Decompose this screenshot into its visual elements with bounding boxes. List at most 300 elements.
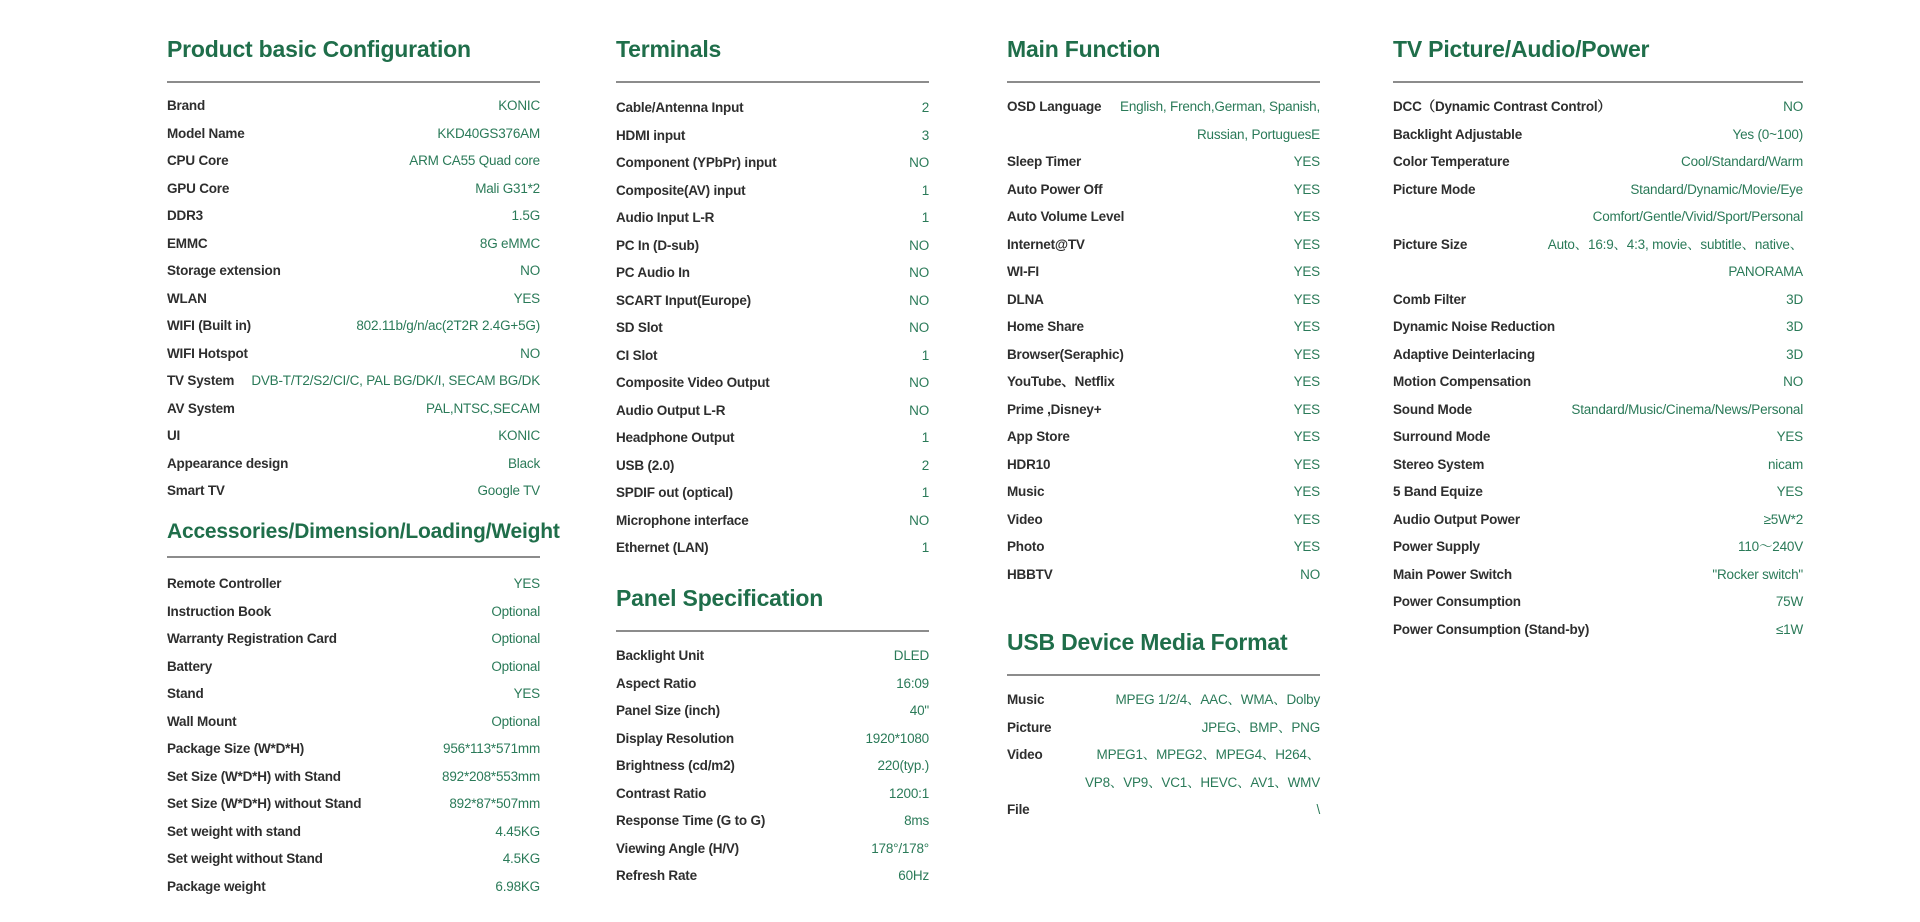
spec-value-line: Comfort/Gentle/Vivid/Sport/Personal [1592, 209, 1803, 224]
section-product-basic-configuration [167, 36, 540, 505]
spec-row [616, 424, 929, 452]
spec-label: HDMI input [616, 127, 686, 143]
spec-value: YES [1293, 319, 1320, 334]
spec-label: Brightness (cd/m2) [616, 758, 735, 773]
spec-label: Display Resolution [616, 730, 734, 746]
spec-value: 1 [921, 540, 929, 555]
spec-value: YES [1293, 456, 1320, 472]
spec-row [167, 92, 540, 120]
spec-value: NO [909, 512, 929, 528]
spec-row [167, 422, 540, 450]
spec-row [616, 232, 929, 260]
spec-row [616, 479, 929, 507]
spec-row [167, 450, 540, 478]
spec-row [616, 149, 929, 177]
spec-value: nicam [1767, 456, 1803, 472]
spec-value: YES [1293, 154, 1320, 169]
spec-row [167, 367, 540, 395]
spec-value-line: Standard/Dynamic/Movie/Eye [1630, 181, 1803, 197]
spec-value: YES [1776, 429, 1803, 444]
spec-label: SCART Input(Europe) [616, 292, 751, 308]
spec-value: 1 [921, 182, 929, 198]
spec-value: YES [1293, 539, 1320, 554]
spec-row [1393, 286, 1803, 314]
spec-value-line: PANORAMA [1728, 264, 1803, 279]
spec-row [1393, 148, 1803, 176]
spec-row [1007, 506, 1320, 534]
section-title: Panel Specification [616, 585, 824, 611]
section-divider [1007, 81, 1320, 83]
spec-value: Optional [491, 603, 540, 619]
spec-value [1548, 231, 1803, 286]
spec-value-line: Russian, PortuguesE [1196, 126, 1320, 142]
spec-label: Backlight Unit [616, 648, 704, 663]
spec-value: 75W [1775, 594, 1803, 609]
spec-value: 178°/178° [871, 840, 929, 856]
spec-list [167, 92, 540, 505]
spec-value: 1 [921, 347, 929, 363]
spec-list [1007, 686, 1320, 824]
spec-label: Power Supply [1393, 539, 1480, 554]
spec-row [1393, 93, 1803, 121]
spec-value-line: VP8、VP9、VC1、HEVC、AV1、WMV [1084, 774, 1320, 790]
spec-row [1393, 561, 1803, 589]
spec-label: Picture Mode [1393, 181, 1476, 197]
section-divider [167, 81, 540, 83]
spec-label: HBBTV [1007, 566, 1053, 582]
spec-row [1007, 203, 1320, 231]
spec-label: 5 Band Equize [1393, 484, 1483, 499]
spec-label: Cable/Antenna Input [616, 100, 744, 115]
spec-label: Headphone Output [616, 430, 735, 445]
spec-value-line: MPEG1、MPEG2、MPEG4、H264、 [1096, 747, 1320, 762]
spec-label: Color Temperature [1393, 154, 1510, 169]
spec-row [1007, 561, 1320, 589]
spec-row [616, 780, 929, 808]
spec-label: CI Slot [616, 347, 658, 363]
spec-row [1007, 714, 1320, 742]
spec-row [616, 507, 929, 535]
spec-row [1007, 341, 1320, 369]
spec-value: Google TV [477, 483, 540, 498]
spec-value: YES [1776, 484, 1803, 499]
section-divider [616, 81, 929, 83]
spec-row [616, 642, 929, 670]
spec-label: WIFI Hotspot [167, 345, 248, 361]
spec-label: UI [167, 428, 181, 443]
spec-row [616, 752, 929, 780]
spec-label: Adaptive Deinterlacing [1393, 346, 1535, 362]
spec-value: 1 [921, 430, 929, 445]
spec-value: 3 [921, 127, 929, 143]
spec-value: NO [909, 265, 929, 280]
spec-label: Warranty Registration Card [167, 631, 337, 646]
spec-row [1007, 423, 1320, 451]
spec-label: AV System [167, 400, 235, 416]
section-main-function [1007, 36, 1320, 588]
spec-row [1007, 313, 1320, 341]
spec-row [1393, 231, 1803, 286]
section-terminals [616, 36, 929, 562]
spec-row [616, 835, 929, 863]
spec-label: Wall Mount [167, 713, 237, 729]
spec-list [616, 94, 929, 562]
spec-label: Refresh Rate [616, 868, 697, 883]
spec-row [167, 570, 540, 598]
spec-label: Video [1007, 511, 1043, 527]
section-divider [616, 630, 929, 632]
spec-label: Photo [1007, 539, 1045, 554]
spec-label: Audio Output L-R [616, 402, 726, 418]
spec-value: 220(typ.) [877, 758, 929, 773]
spec-row [1393, 341, 1803, 369]
spec-label: Comb Filter [1393, 291, 1466, 307]
spec-value: 60Hz [898, 868, 929, 883]
spec-row [167, 680, 540, 708]
spec-row [1393, 506, 1803, 534]
spec-value: 8G eMMC [479, 235, 540, 251]
spec-label: Appearance design [167, 455, 289, 471]
spec-label: DLNA [1007, 291, 1044, 307]
spec-label: OSD Language [1007, 99, 1102, 114]
spec-label: Viewing Angle (H/V) [616, 840, 739, 856]
spec-label: Instruction Book [167, 603, 272, 619]
spec-label: Brand [167, 98, 206, 113]
spec-row [1393, 423, 1803, 451]
spec-row [616, 534, 929, 562]
spec-row [616, 725, 929, 753]
section-title: Terminals [616, 36, 722, 62]
spec-row [1393, 313, 1803, 341]
spec-label: Music [1007, 484, 1045, 499]
spec-label: SD Slot [616, 320, 663, 335]
spec-value: 1.5G [511, 208, 540, 223]
spec-row [616, 122, 929, 150]
spec-row [616, 670, 929, 698]
spec-value: DLED [893, 648, 929, 663]
spec-value: Optional [491, 713, 540, 729]
spec-row [167, 763, 540, 791]
spec-label: Motion Compensation [1393, 374, 1531, 389]
spec-label: Microphone interface [616, 512, 749, 528]
spec-value: \ [1316, 802, 1320, 817]
section-divider [167, 556, 540, 558]
spec-label: WLAN [167, 290, 207, 306]
spec-label: File [1007, 802, 1030, 817]
spec-value: NO [909, 155, 929, 170]
spec-label: USB (2.0) [616, 457, 675, 473]
spec-row [1007, 478, 1320, 506]
spec-row [1393, 451, 1803, 479]
spec-value: ≥5W*2 [1763, 511, 1803, 527]
spec-value: 6.98KG [495, 878, 540, 894]
spec-value: YES [1293, 374, 1320, 389]
spec-row [167, 818, 540, 846]
spec-row [616, 452, 929, 480]
spec-value: YES [1293, 484, 1320, 499]
spec-value: NO [909, 237, 929, 253]
spec-row [616, 342, 929, 370]
spec-value: Yes (0~100) [1732, 126, 1803, 142]
spec-value: YES [1293, 181, 1320, 197]
spec-value: YES [513, 576, 540, 591]
spec-value [1120, 93, 1320, 148]
spec-label: Surround Mode [1393, 429, 1491, 444]
spec-value: 1 [921, 485, 929, 500]
spec-value [1593, 176, 1803, 231]
spec-row [1007, 148, 1320, 176]
spec-label: WIFI (Built in) [167, 318, 251, 333]
spec-row [167, 653, 540, 681]
spec-value: ≤1W [1775, 621, 1803, 637]
spec-label: DDR3 [167, 208, 203, 223]
spec-label: Smart TV [167, 483, 225, 498]
spec-label: Picture Size [1393, 236, 1468, 252]
spec-label: Model Name [167, 125, 245, 141]
spec-value: 16:09 [896, 675, 929, 691]
spec-row [1007, 286, 1320, 314]
section-panel-specification [616, 585, 929, 890]
spec-value: NO [909, 375, 929, 390]
spec-value: 3D [1786, 291, 1803, 307]
section-title: Main Function [1007, 36, 1161, 62]
spec-row [1007, 741, 1320, 796]
section-title: Product basic Configuration [167, 36, 471, 62]
spec-label: Ethernet (LAN) [616, 540, 709, 555]
spec-row [1007, 686, 1320, 714]
spec-row [167, 340, 540, 368]
spec-label: Prime ,Disney+ [1007, 401, 1102, 417]
spec-row [167, 598, 540, 626]
spec-label: Composite(AV) input [616, 182, 746, 198]
spec-value: NO [520, 345, 540, 361]
spec-label: Aspect Ratio [616, 675, 697, 691]
spec-row [167, 735, 540, 763]
spec-row [616, 94, 929, 122]
spec-label: Dynamic Noise Reduction [1393, 319, 1555, 334]
spec-label: SPDIF out (optical) [616, 485, 733, 500]
spec-value: KONIC [498, 98, 540, 113]
spec-value: NO [909, 292, 929, 308]
spec-row [167, 257, 540, 285]
spec-label: Main Power Switch [1393, 566, 1512, 582]
spec-label: PC Audio In [616, 265, 690, 280]
spec-label: Storage extension [167, 263, 281, 278]
spec-value: NO [1300, 566, 1320, 582]
spec-row [1007, 451, 1320, 479]
spec-label: PC In (D-sub) [616, 237, 699, 253]
spec-label: CPU Core [167, 153, 229, 168]
spec-row [616, 697, 929, 725]
spec-label: TV System [167, 373, 235, 388]
spec-label: Battery [167, 658, 213, 674]
spec-label: Power Consumption (Stand-by) [1393, 621, 1590, 637]
spec-label: Audio Input L-R [616, 210, 715, 225]
section-usb-media-format [1007, 629, 1320, 824]
spec-value: Optional [491, 658, 540, 674]
spec-value: NO [1783, 99, 1803, 114]
spec-label: Composite Video Output [616, 375, 770, 390]
spec-label: YouTube、Netflix [1007, 374, 1115, 389]
spec-label: Sleep Timer [1007, 154, 1082, 169]
spec-row [616, 862, 929, 890]
section-divider [1007, 674, 1320, 676]
spec-row [1007, 231, 1320, 259]
spec-label: Music [1007, 692, 1045, 707]
spec-row [1007, 796, 1320, 824]
spec-value: 40" [909, 703, 929, 718]
spec-list [616, 642, 929, 890]
spec-value: 892*208*553mm [442, 768, 540, 784]
spec-row [1007, 176, 1320, 204]
spec-row [167, 175, 540, 203]
spec-label: Set weight with stand [167, 823, 301, 839]
spec-row [167, 147, 540, 175]
spec-value: 4.45KG [495, 823, 540, 839]
spec-label: Set weight without Stand [167, 851, 323, 866]
spec-label: EMMC [167, 235, 208, 251]
spec-row [616, 397, 929, 425]
spec-row [1393, 616, 1803, 644]
spec-row [616, 314, 929, 342]
spec-row [616, 369, 929, 397]
spec-value-line: English, French,German, Spanish, [1120, 99, 1320, 114]
spec-row [1393, 588, 1803, 616]
spec-row [167, 120, 540, 148]
spec-value [1085, 741, 1320, 796]
spec-value: 802.11b/g/n/ac(2T2R 2.4G+5G) [356, 318, 540, 333]
spec-label: Audio Output Power [1393, 511, 1520, 527]
spec-label: Package Size (W*D*H) [167, 741, 305, 756]
spec-label: HDR10 [1007, 456, 1051, 472]
section-title: USB Device Media Format [1007, 629, 1288, 655]
section-divider [1393, 81, 1803, 83]
spec-label: Backlight Adjustable [1393, 126, 1523, 142]
spec-value: Optional [491, 631, 540, 646]
spec-value-line: Auto、16:9、4:3, movie、subtitle、native、 [1547, 236, 1803, 252]
spec-label: Auto Volume Level [1007, 209, 1125, 224]
spec-label: Component (YPbPr) input [616, 155, 777, 170]
spec-row [167, 312, 540, 340]
spec-row [1393, 176, 1803, 231]
spec-label: DCC（Dynamic Contrast Control） [1393, 99, 1611, 114]
spec-value: Standard/Music/Cinema/News/Personal [1571, 401, 1803, 417]
spec-value: YES [1293, 346, 1320, 362]
spec-value: ARM CA55 Quad core [409, 153, 540, 168]
spec-label: Auto Power Off [1007, 181, 1103, 197]
section-title: Accessories/Dimension/Loading/Weight [167, 520, 560, 543]
spec-label: Contrast Ratio [616, 785, 707, 801]
spec-value: 110～240V [1738, 539, 1803, 554]
spec-label: Panel Size (inch) [616, 703, 720, 718]
spec-value: MPEG 1/2/4、AAC、WMA、Dolby [1115, 692, 1320, 707]
spec-value: YES [1293, 511, 1320, 527]
spec-value: Cool/Standard/Warm [1681, 154, 1803, 169]
spec-label: Set Size (W*D*H) with Stand [167, 768, 341, 784]
spec-row [616, 287, 929, 315]
spec-row [1007, 533, 1320, 561]
spec-label: Stand [167, 686, 204, 701]
spec-label: Stereo System [1393, 456, 1485, 472]
spec-label: App Store [1007, 429, 1070, 444]
spec-row [167, 395, 540, 423]
spec-value: YES [1293, 429, 1320, 444]
spec-value: NO [520, 263, 540, 278]
spec-row [616, 204, 929, 232]
spec-value: PAL,NTSC,SECAM [426, 400, 540, 416]
spec-value: "Rocker switch" [1712, 566, 1803, 582]
spec-row [1007, 396, 1320, 424]
spec-row [616, 807, 929, 835]
spec-row [1393, 368, 1803, 396]
spec-value: 892*87*507mm [449, 796, 540, 811]
spec-label: Power Consumption [1393, 594, 1521, 609]
spec-row [616, 177, 929, 205]
spec-label: Browser(Seraphic) [1007, 346, 1124, 362]
spec-value: 1 [921, 210, 929, 225]
spec-row [167, 873, 540, 901]
spec-label: Picture [1007, 719, 1052, 735]
spec-value: 3D [1786, 346, 1803, 362]
section-accessories-dimension [167, 520, 560, 900]
spec-value: Mali G31*2 [475, 180, 540, 196]
spec-row [167, 477, 540, 505]
spec-value: Black [507, 455, 540, 471]
spec-value: KONIC [498, 428, 540, 443]
spec-label: Video [1007, 747, 1043, 762]
spec-row [1007, 93, 1320, 148]
spec-row [1007, 258, 1320, 286]
spec-value: 1200:1 [888, 785, 929, 801]
spec-row [167, 625, 540, 653]
spec-value: NO [1783, 374, 1803, 389]
spec-label: Internet@TV [1007, 236, 1085, 252]
spec-label: Response Time (G to G) [616, 813, 766, 828]
section-title: TV Picture/Audio/Power [1393, 36, 1650, 62]
spec-row [167, 230, 540, 258]
spec-value: NO [909, 320, 929, 335]
spec-value: YES [1293, 291, 1320, 307]
spec-row [1393, 478, 1803, 506]
spec-label: Remote Controller [167, 576, 282, 591]
spec-value: 2 [921, 100, 929, 115]
spec-list [1393, 93, 1803, 643]
spec-list [167, 570, 540, 900]
spec-row [616, 259, 929, 287]
spec-row [167, 285, 540, 313]
spec-value: YES [513, 290, 540, 306]
spec-list [1007, 93, 1320, 588]
spec-row [167, 790, 540, 818]
spec-value: YES [1293, 236, 1320, 252]
spec-value: YES [1293, 264, 1320, 279]
spec-label: Home Share [1007, 319, 1084, 334]
spec-label: Package weight [167, 878, 266, 894]
spec-value: 4.5KG [502, 851, 540, 866]
spec-value: JPEG、BMP、PNG [1201, 719, 1320, 735]
spec-value: YES [1293, 401, 1320, 417]
spec-row [167, 708, 540, 736]
spec-label: Sound Mode [1393, 401, 1472, 417]
spec-row [1393, 121, 1803, 149]
spec-row [1393, 396, 1803, 424]
spec-value: DVB-T/T2/S2/CI/C, PAL BG/DK/I, SECAM BG/DK [251, 373, 540, 388]
spec-value: 8ms [904, 813, 929, 828]
spec-row [1393, 533, 1803, 561]
spec-value: YES [1293, 209, 1320, 224]
spec-label: GPU Core [167, 180, 230, 196]
spec-label: Set Size (W*D*H) without Stand [167, 796, 362, 811]
